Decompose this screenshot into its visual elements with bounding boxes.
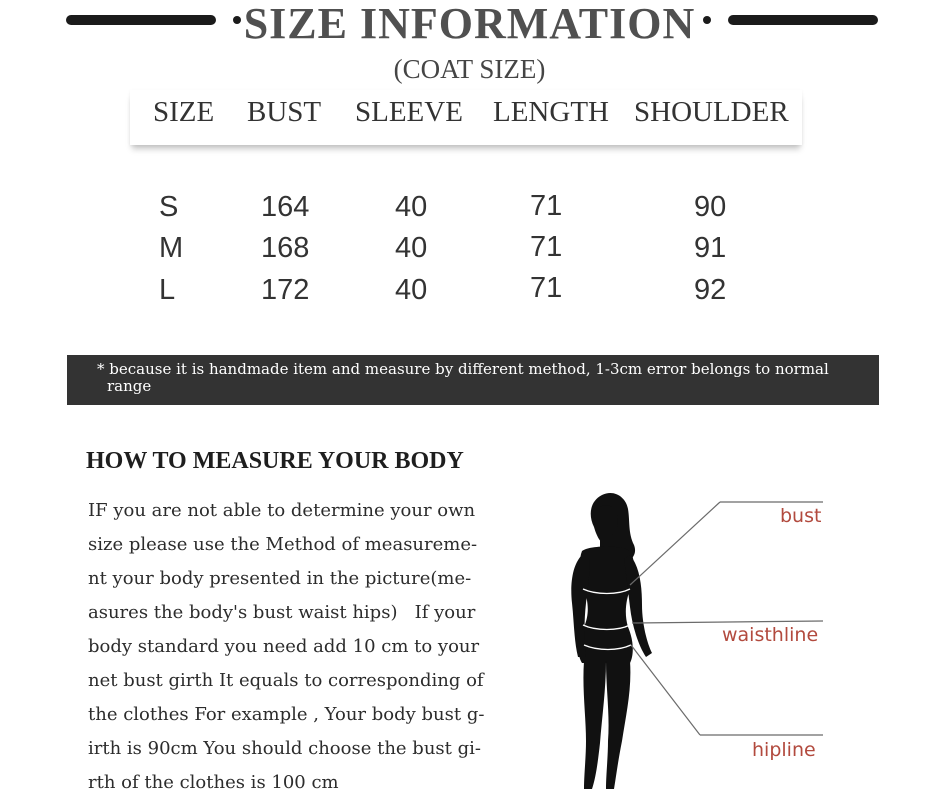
- cell-length: 71: [530, 231, 563, 263]
- instruction-line: the clothes For example , Your body bust g-: [88, 704, 485, 725]
- page-subtitle: (COAT SIZE): [393, 54, 546, 84]
- instruction-line: IF you are not able to determine your own: [88, 500, 476, 521]
- column-header-bust: BUST: [247, 96, 322, 128]
- cell-bust: 172: [261, 274, 310, 306]
- cell-bust: 168: [261, 232, 310, 264]
- body-measurement-figure: [530, 485, 860, 800]
- cell-length: 71: [530, 190, 563, 222]
- instruction-line: body standard you need add 10 cm to your: [88, 636, 480, 657]
- instruction-line: irth is 90cm You should choose the bust gi-: [88, 738, 481, 759]
- header-dot-right: [703, 16, 711, 24]
- instruction-line: size please use the Method of measureme-: [88, 534, 478, 555]
- instruction-line: rth of the clothes is 100 cm: [88, 772, 339, 793]
- cell-size: L: [159, 274, 176, 306]
- instruction-line: nt your body presented in the picture(me-: [88, 568, 472, 589]
- bust-label: bust: [780, 505, 822, 527]
- cell-shoulder: 91: [694, 232, 727, 264]
- cell-sleeve: 40: [395, 232, 428, 264]
- column-header-size: SIZE: [153, 96, 215, 128]
- leader-lines: [630, 502, 823, 735]
- measurement-note-text: * because it is handmade item and measure by different method, 1-3cm error belongs to normal range: [97, 360, 829, 395]
- woman-silhouette: [571, 493, 652, 789]
- hip-label: hipline: [752, 739, 816, 761]
- page-title: SIZE INFORMATION: [243, 0, 696, 48]
- cell-shoulder: 90: [694, 191, 727, 223]
- cell-shoulder: 92: [694, 274, 727, 306]
- column-header-shoulder: SHOULDER: [634, 96, 789, 128]
- measure-instructions: [88, 494, 528, 800]
- waist-label: waisthline: [722, 624, 819, 646]
- column-header-length: LENGTH: [493, 96, 609, 128]
- cell-length: 71: [530, 272, 563, 304]
- cell-size: M: [159, 232, 184, 264]
- cell-sleeve: 40: [395, 191, 428, 223]
- header-bar-right: [728, 15, 878, 25]
- column-header-sleeve: SLEEVE: [355, 96, 463, 128]
- cell-bust: 164: [261, 191, 310, 223]
- measure-section-title: HOW TO MEASURE YOUR BODY: [86, 448, 464, 474]
- cell-sleeve: 40: [395, 274, 428, 306]
- measurement-note-bar: [67, 355, 879, 405]
- instruction-line: asures the body's bust waist hips) If your: [88, 602, 476, 623]
- instruction-line: net bust girth It equals to corresponding of: [88, 670, 484, 691]
- cell-size: S: [159, 191, 179, 223]
